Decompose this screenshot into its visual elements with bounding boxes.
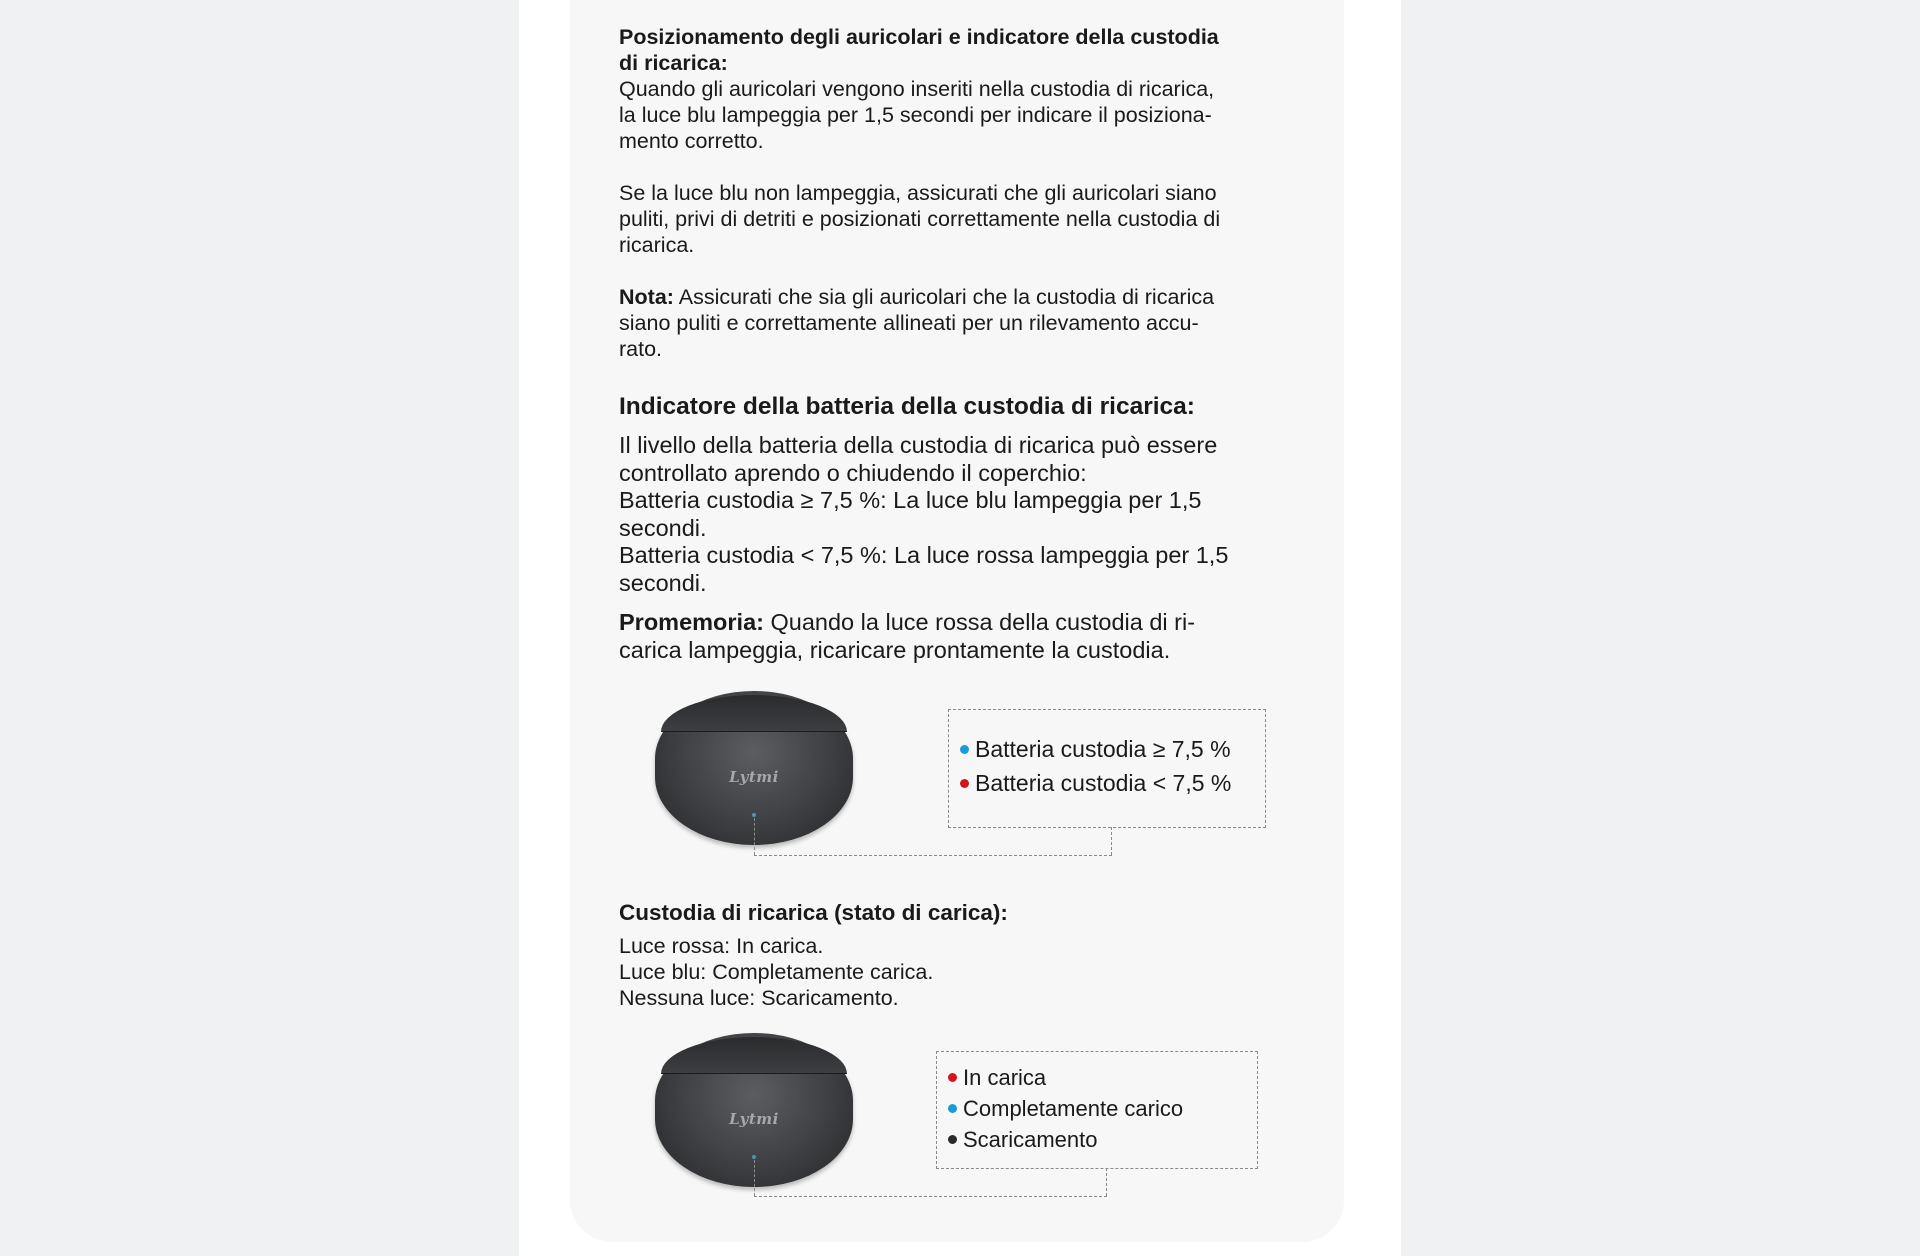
callout-connector	[754, 855, 1112, 856]
callout-connector	[1106, 1168, 1107, 1196]
legend-item	[948, 1062, 1257, 1093]
body-line: secondi.	[619, 514, 707, 541]
body-line: Se la luce blu non lampeggia, assicurati che gli auricolari siano	[619, 181, 1217, 205]
callout-connector	[754, 818, 755, 855]
callout-connector	[1111, 827, 1112, 855]
note-text: Assicurati che sia gli auricolari che la custodia di ricarica	[673, 285, 1215, 309]
legend-item	[960, 732, 1265, 766]
section-heading: Indicatore della batteria della custodia di ricarica:	[619, 393, 1195, 420]
charging-case-image	[655, 691, 855, 847]
section-title-line: di ricarica:	[619, 51, 728, 75]
charging-legend-box	[936, 1051, 1258, 1169]
blue-dot-icon	[948, 1104, 957, 1113]
reminder-paragraph	[619, 609, 1299, 664]
battery-indicator-section	[619, 392, 1299, 422]
note-label: Nota:	[619, 285, 674, 309]
legend-label: In carica	[963, 1065, 1047, 1090]
legend-item	[960, 766, 1265, 800]
red-dot-icon	[960, 779, 969, 788]
battery-indicator-body	[619, 432, 1299, 597]
body-line: ricarica.	[619, 233, 695, 257]
body-line: puliti, privi di detriti e posizionati correttamente nella custodia di	[619, 207, 1221, 231]
body-line: Batteria custodia ≥ 7,5 %: La luce blu lampeggia per 1,5	[619, 487, 1202, 513]
callout-connector	[754, 1160, 755, 1196]
body-line: siano puliti e correttamente allineati per un rilevamento accu-	[619, 311, 1199, 335]
legend-label: Scaricamento	[963, 1127, 1098, 1152]
body-line: Luce blu: Completamente carica.	[619, 960, 934, 984]
brand-logo: Lytmi	[729, 768, 779, 786]
body-line: carica lampeggia, ricaricare prontamente la custodia.	[619, 636, 1171, 663]
body-line: Batteria custodia < 7,5 %: La luce rossa lampeggia per 1,5	[619, 542, 1229, 568]
black-dot-icon	[948, 1135, 957, 1144]
charging-status-section	[619, 899, 1299, 927]
callout-connector	[754, 1196, 1107, 1197]
troubleshoot-paragraph	[619, 180, 1299, 258]
body-line: controllato aprendo o chiudendo il coperchio:	[619, 459, 1087, 486]
body-line: la luce blu lampeggia per 1,5 secondi per indicare il posiziona-	[619, 103, 1212, 127]
body-line: Luce rossa: In carica.	[619, 934, 824, 958]
reminder-text: Quando la luce rossa della custodia di ri-	[763, 609, 1196, 635]
body-line: Nessuna luce: Scaricamento.	[619, 986, 899, 1010]
body-line: Il livello della batteria della custodia di ricarica può essere	[619, 432, 1218, 458]
brand-logo: Lytmi	[729, 1110, 779, 1128]
battery-legend-box	[948, 709, 1266, 828]
blue-dot-icon	[960, 745, 969, 754]
legend-label: Batteria custodia ≥ 7,5 %	[975, 736, 1231, 762]
led-indicator	[752, 1155, 756, 1159]
legend-label: Batteria custodia < 7,5 %	[975, 770, 1232, 796]
body-line: mento corretto.	[619, 129, 764, 153]
led-indicator	[752, 813, 756, 817]
section-heading: Custodia di ricarica (stato di carica):	[619, 900, 1008, 925]
body-line: Quando gli auricolari vengono inseriti nella custodia di ricarica,	[619, 77, 1215, 101]
charging-case-image	[655, 1033, 855, 1189]
section-title-line: Posizionamento degli auricolari e indicatore della custodia	[619, 25, 1219, 49]
legend-item	[948, 1124, 1257, 1155]
body-line: rato.	[619, 337, 663, 361]
charging-status-body	[619, 933, 1299, 1011]
red-dot-icon	[948, 1073, 957, 1082]
note-paragraph	[619, 284, 1299, 362]
reminder-label: Promemoria:	[619, 609, 764, 635]
body-line: secondi.	[619, 569, 707, 596]
legend-label: Completamente carico	[963, 1096, 1184, 1121]
legend-item	[948, 1093, 1257, 1124]
earbud-placement-section	[619, 24, 1299, 154]
